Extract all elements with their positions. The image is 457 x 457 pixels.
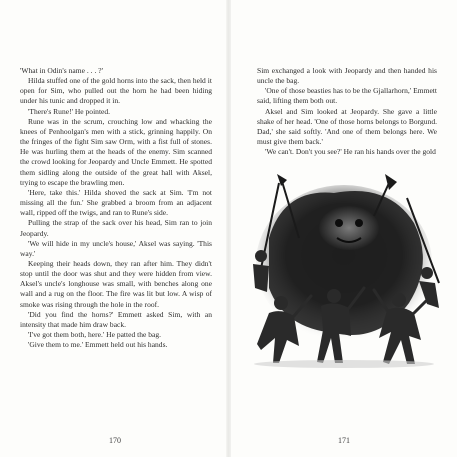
paragraph: 'Here, take this.' Hilda shoved the sack at Sim. 'I'm not missing all the fun.' She grabbed a broom from an adjacent wall, ripped off the twigs, and ran to Rune's side. <box>20 187 212 218</box>
paragraph: Aksel and Sim looked at Jeopardy. She gave a little shake of her head. 'One of those horns belongs to Borgund. Dad,' she said softly. 'And one of them belongs here. We must give them back.' <box>257 106 437 147</box>
left-page-text <box>20 66 212 350</box>
paragraph: 'We can't. Don't you see?' He ran his hands over the gold <box>265 147 436 157</box>
left-page <box>0 0 228 457</box>
paragraph: Keeping their heads down, they ran after him. They didn't stop until the door was shut and they were hidden from view. Aksel's uncle's longhouse was small, with benches along one wall and a rug on the floor. The fire was lit but low. A wisp of smoke was rising through the hole in the roof. <box>20 258 212 309</box>
paragraph: Rune was in the scrum, crouching low and whacking the knees of Penhoolgan's men with a stick, grinning happily. On the fringes of the fight Sim saw Orm, with a fist full of stones. He was hurling them at the heads of the enemy. Sim scanned the crowd looking for Jeopardy and Uncle Emmett. He spotted them sidling along the outside of the great hall with Aksel, trying to escape the brawling men. <box>20 116 212 187</box>
paragraph: 'Give them to me.' Emmett held out his hands. <box>28 340 168 350</box>
paragraph: 'Did you find the horns?' Emmett asked Sim, with an intensity that made him draw back. <box>20 309 212 329</box>
page-number-left: 170 <box>109 436 121 445</box>
paragraph: Hilda stuffed one of the gold horns into the sack, then held it open for Sim, who pulled out the horn he had been hiding under his tunic and dropped it in. <box>20 76 212 106</box>
paragraph: 'One of those beasties has to be the Gjallarhorn,' Emmett said, lifting them both out. <box>257 86 437 106</box>
right-page-text <box>257 66 437 157</box>
viking-brawl-illustration <box>239 168 449 368</box>
paragraph: 'There's Rune!' He pointed. <box>28 106 111 116</box>
paragraph: Pulling the strap of the sack over his head, Sim ran to join Jeopardy. <box>20 218 212 238</box>
paragraph: 'What in Odin's name . . . ?' <box>20 66 103 75</box>
paragraph: 'We will hide in my uncle's house,' Aksel was saying. 'This way.' <box>20 238 212 258</box>
right-page <box>229 0 457 457</box>
page-number-right: 171 <box>338 436 350 445</box>
paragraph: Sim exchanged a look with Jeopardy and then handed his uncle the bag. <box>257 66 437 86</box>
paragraph: 'I've got them both, here.' He patted the bag. <box>28 330 162 340</box>
